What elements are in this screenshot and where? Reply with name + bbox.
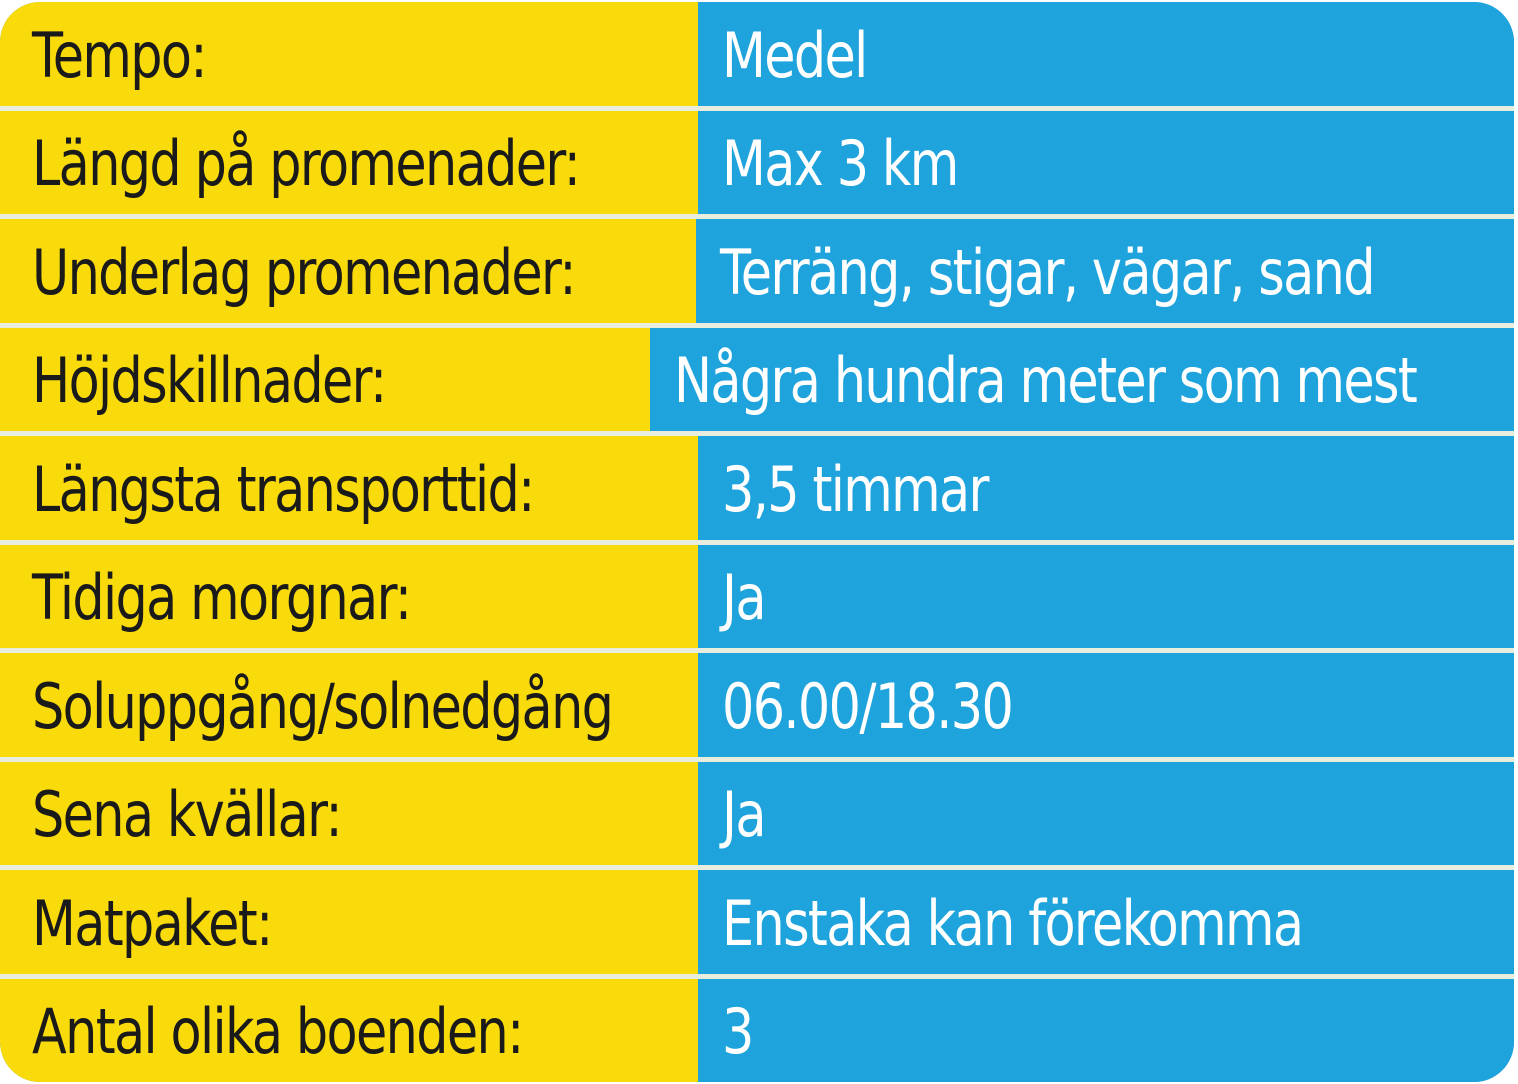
- table-row-packed-lunch: [0, 870, 1514, 979]
- row-label: Underlag promenader:: [0, 219, 696, 323]
- row-value: 06.00/18.30: [698, 653, 1514, 757]
- row-label: Tempo:: [0, 2, 698, 106]
- table-row-tempo: [0, 2, 1514, 111]
- table-row-early-mornings: [0, 545, 1514, 654]
- row-value: Ja: [698, 545, 1514, 649]
- table-row-late-evenings: [0, 762, 1514, 871]
- table-row-walk-length: [0, 111, 1514, 220]
- table-row-surface: [0, 219, 1514, 328]
- table-row-accommodations: [0, 979, 1514, 1083]
- row-value: Enstaka kan förekomma: [698, 870, 1514, 974]
- row-label: Antal olika boenden:: [0, 979, 698, 1083]
- row-label: Sena kvällar:: [0, 762, 698, 866]
- row-label: Soluppgång/solnedgång: [0, 653, 698, 757]
- row-label: Längsta transporttid:: [0, 436, 698, 540]
- row-value: Max 3 km: [698, 111, 1514, 215]
- table-row-sunrise-sunset: [0, 653, 1514, 762]
- row-value: Medel: [698, 2, 1514, 106]
- row-value: 3: [698, 979, 1514, 1083]
- table-row-elevation: [0, 328, 1514, 437]
- row-value: Ja: [698, 762, 1514, 866]
- row-value: Terräng, stigar, vägar, sand: [696, 219, 1514, 323]
- row-label: Tidiga morgnar:: [0, 545, 698, 649]
- row-label: Matpaket:: [0, 870, 698, 974]
- info-table: [0, 2, 1514, 1082]
- row-label: Längd på promenader:: [0, 111, 698, 215]
- row-value: 3,5 timmar: [698, 436, 1514, 540]
- row-label: Höjdskillnader:: [0, 328, 650, 432]
- row-value: Några hundra meter som mest: [650, 328, 1514, 432]
- table-row-transport-time: [0, 436, 1514, 545]
